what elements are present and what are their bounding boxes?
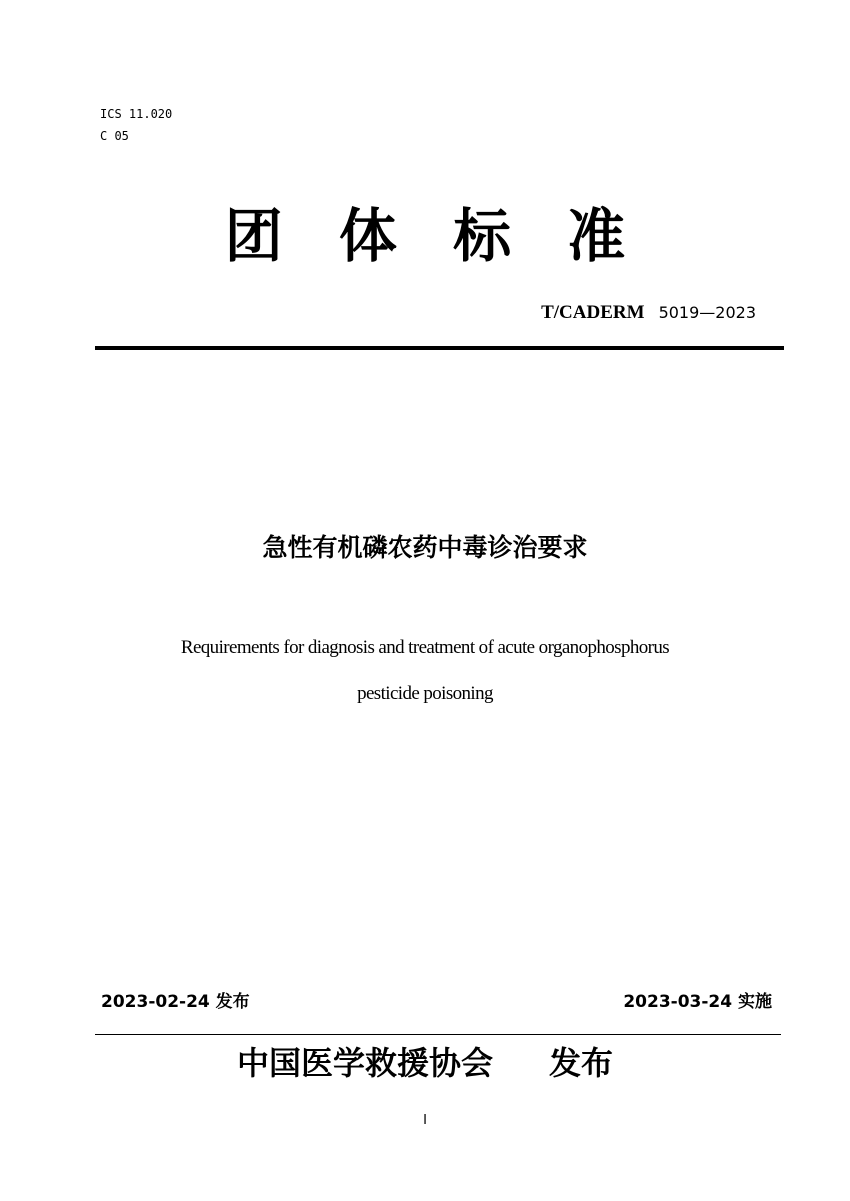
document-title-chinese: 急性有机磷农药中毒诊治要求 bbox=[262, 533, 588, 562]
publisher-name: 中国医学救援协会 bbox=[236, 1044, 493, 1082]
standard-number bbox=[541, 302, 756, 324]
publish-date: 2023-02-24 发布 bbox=[101, 992, 250, 1012]
footer-divider bbox=[95, 1034, 781, 1035]
standard-prefix: T/CADERM bbox=[541, 302, 645, 323]
header-divider bbox=[95, 346, 784, 350]
ics-code: ICS 11.020 bbox=[100, 107, 173, 121]
publisher-line bbox=[0, 1040, 850, 1086]
page-number: I bbox=[423, 1113, 427, 1128]
ccs-code: C 05 bbox=[100, 129, 129, 143]
publisher-suffix: 发布 bbox=[549, 1044, 614, 1082]
standard-type-title: 团 体 标 准 bbox=[224, 202, 644, 270]
standard-code: 5019—2023 bbox=[658, 303, 756, 322]
document-title-english-line2: pesticide poisoning bbox=[357, 683, 493, 704]
implementation-date: 2023-03-24 实施 bbox=[623, 992, 772, 1012]
document-title-english-line1: Requirements for diagnosis and treatment of acute organophosphorus bbox=[180, 637, 670, 658]
